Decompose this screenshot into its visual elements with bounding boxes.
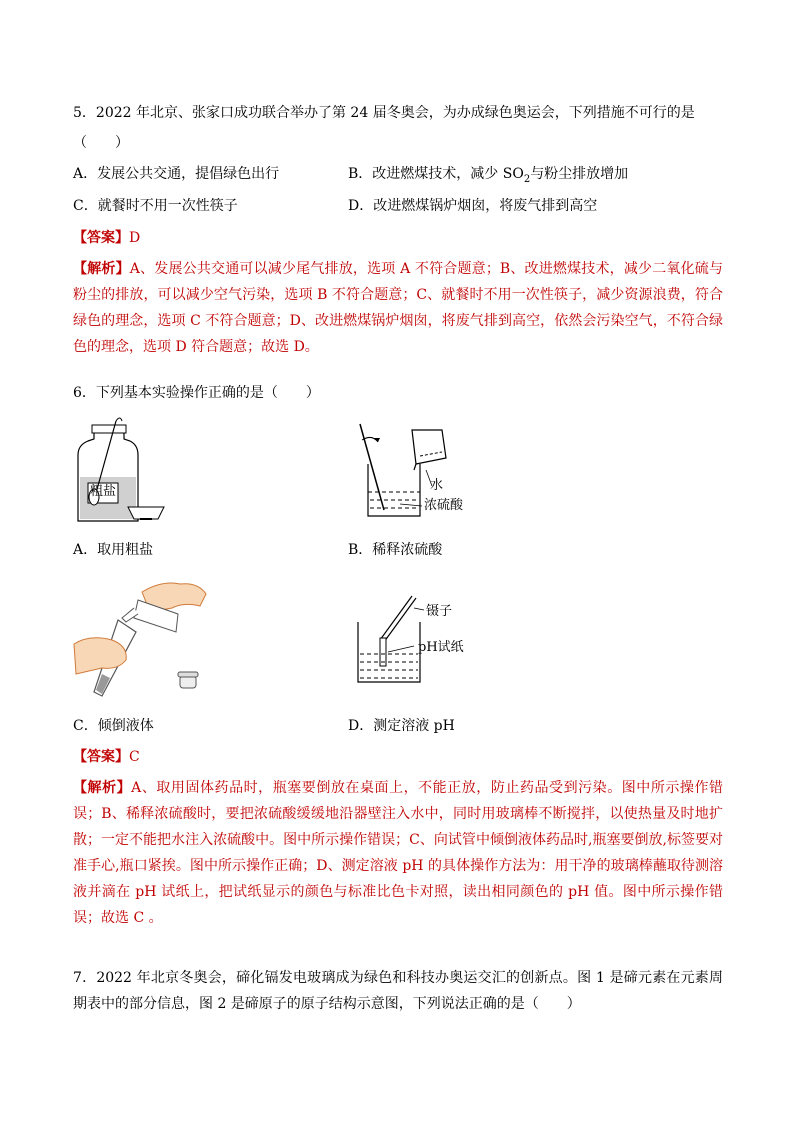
figure-label-water: 水 <box>430 478 444 493</box>
q5-answer <box>73 228 140 248</box>
q7-stem: 7．2022 年北京冬奥会，碲化镉发电玻璃成为绿色和科技办奥运交汇的创新点。图 1 是碲元素在元素周期表中的部分信息，图 2 是碲原子的原子结构示意图，下列说法正确的是（ ） <box>73 970 723 1012</box>
q5-blank: （ ） <box>73 135 129 151</box>
q5-option-b-pre: B．改进燃煤技术，减少 SO <box>348 166 524 182</box>
q6-option-a: A．取用粗盐 <box>73 542 154 558</box>
q6-answer <box>73 747 140 767</box>
q5-option-b-sub: 2 <box>523 173 531 185</box>
q6-stem: 6．下列基本实验操作正确的是（ ） <box>73 385 320 401</box>
q6-answer-tag: 【答案】 <box>73 749 129 765</box>
figure-label-tweezers: 镊子 <box>426 604 453 619</box>
q6-answer-value: C <box>129 749 140 765</box>
figure-label-acid: 浓硫酸 <box>424 498 464 513</box>
q5-answer-tag: 【答案】 <box>73 230 129 246</box>
q6-option-c: C．倾倒液体 <box>73 718 154 734</box>
q5-answer-value: D <box>129 230 141 246</box>
q5-option-b-post: 与粉尘排放增加 <box>530 166 629 182</box>
q6-analysis-tag: 【解析】 <box>73 780 132 796</box>
figure-pour-liquid <box>72 574 212 704</box>
q5-analysis-tag: 【解析】 <box>73 261 130 277</box>
figure-label-salt: 粗盐 <box>90 484 117 499</box>
q5-stem: 5．2022 年北京、张家口成功联合举办了第 24 届冬奥会，为办成绿色奥运会，下列措施不可行的是 <box>73 105 695 121</box>
figure-take-salt <box>70 415 180 525</box>
q5-option-c: C．就餐时不用一次性筷子 <box>73 198 238 214</box>
q5-option-a: A．发展公共交通，提倡绿色出行 <box>73 166 280 182</box>
figure-label-ph-paper: pH试纸 <box>418 640 464 655</box>
q6-analysis <box>73 775 723 931</box>
q5-option-d: D．改进燃煤锅炉烟囱，将废气排到高空 <box>348 198 598 214</box>
q6-option-d: D．测定溶液 pH <box>348 718 455 734</box>
q5-option-b <box>348 164 628 190</box>
q5-analysis-text: A、发展公共交通可以减少尾气排放，选项 A 不符合题意；B、改进燃煤技术，减少二氧化硫与粉尘的排放，可以减少空气污染，选项 B 不符合题意；C、就餐时不用一次性筷子，减少资源浪费，符合绿色的理念，选项 C 不符合题意；D、改进燃煤锅炉烟囱，将废气排到高空，依然会污染空气，不符合绿色的理念，选项 D 符合题意；故选 D。 <box>73 261 723 355</box>
q6-option-b: B．稀释浓硫酸 <box>348 542 443 558</box>
q5-analysis <box>73 256 723 360</box>
q6-analysis-text: A、取用固体药品时，瓶塞要倒放在桌面上，不能正放，防止药品受到污染。图中所示操作错误；B、稀释浓硫酸时，要把浓硫酸缓缓地沿器壁注入水中，同时用玻璃棒不断搅拌，以使热量及时地扩散；一定不能把水注入浓硫酸中。图中所示操作错误；C、向试管中倾倒液体药品时,瓶塞要倒放,标签要对准手心,瓶口紧挨。图中所示操作正确；D、测定溶液 pH 的具体操作方法为：用干净的玻璃棒蘸取待测溶液并滴在 pH 试纸上，把试纸显示的颜色与标准比色卡对照，读出相同颜色的 pH 值。图中所示操作错误；故选 C 。 <box>73 780 723 926</box>
